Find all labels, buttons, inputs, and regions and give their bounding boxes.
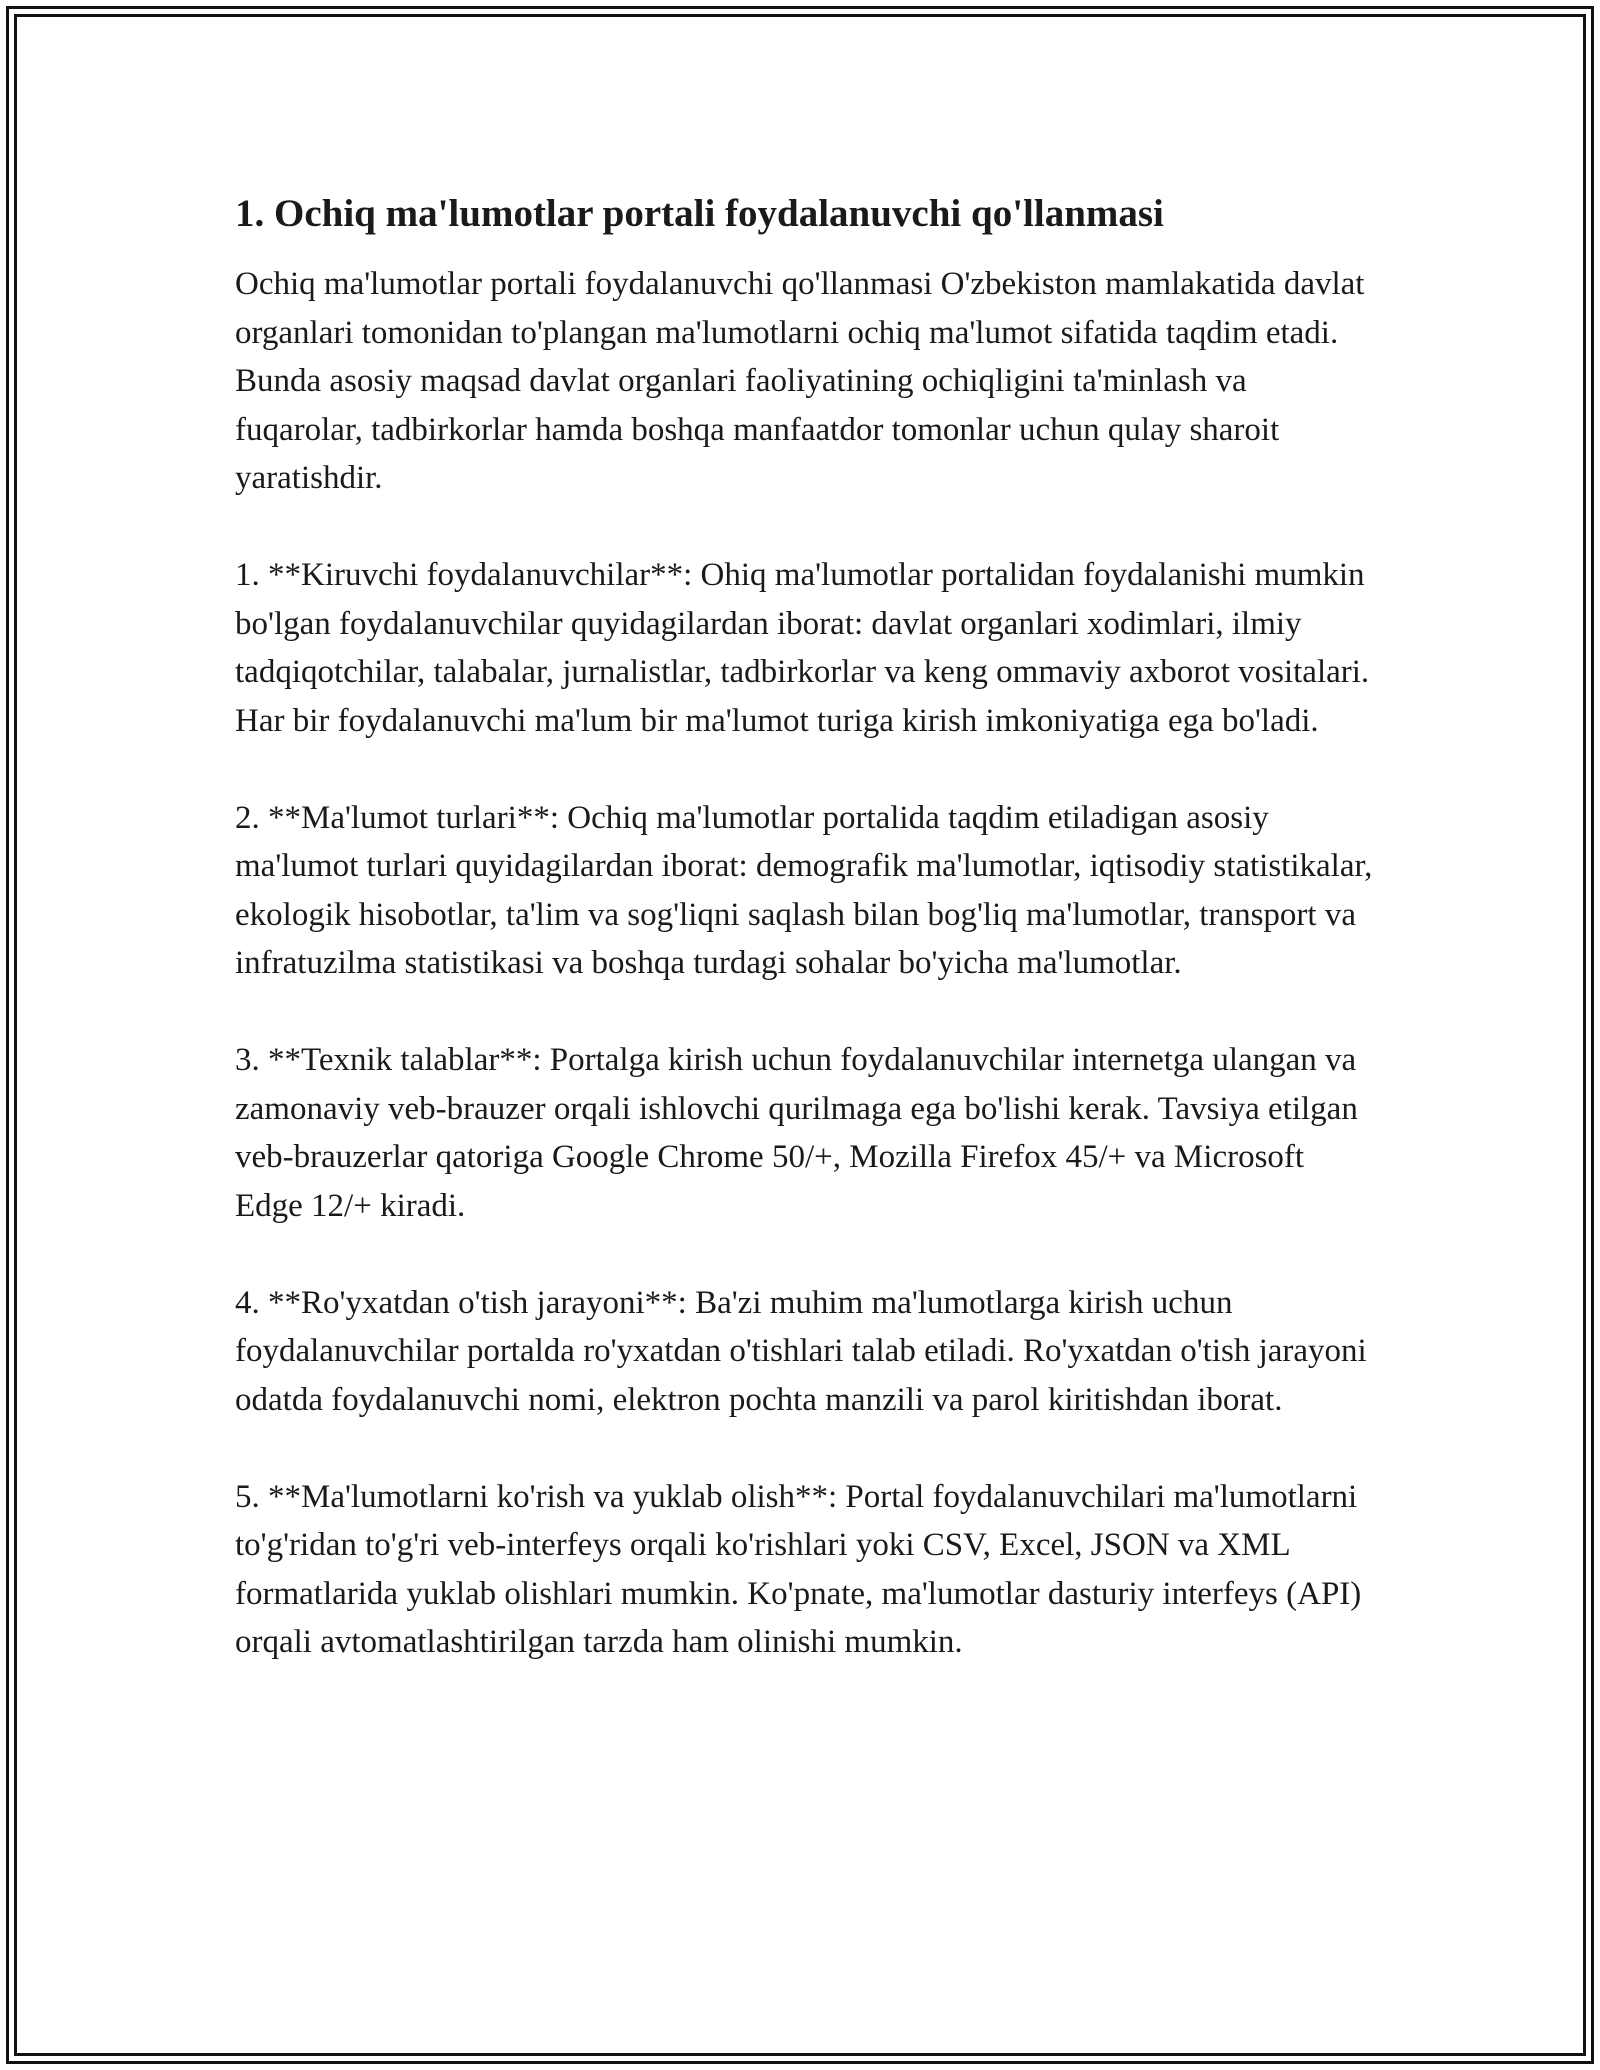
paragraph-data-types: 2. **Ma'lumot turlari**: Ochiq ma'lumotlar portalida taqdim etiladigan asosiy ma'lumot turlari quyidagilardan iborat: demografik ma'lumotlar, iqtisodiy statistikalar, ekologik hisobotlar, ta'lim va sog'liqni saqlash bilan bog'liq ma'lumotlar, transport va infratuzilma statistikasi va boshqa turdagi sohalar bo'yicha ma'lumotlar. — [235, 799, 1373, 981]
paragraph-technical-requirements: 3. **Texnik talablar**: Portalga kirish uchun foydalanuvchilar internetga ulangan va zamonaviy veb-brauzer orqali ishlovchi qurilmaga ega bo'lishi kerak. Tavsiya etilgan veb-brauzerlar qatoriga Google Chrome 50/+, Mozilla Firefox 45/+ va Microsoft Edge 12/+ kiradi. — [235, 1042, 1358, 1224]
paragraph-users: 1. **Kiruvchi foydalanuvchilar**: Ohiq ma'lumotlar portalidan foydalanishi mumkin bo'lgan foydalanuvchilar quyidagilardan iborat: davlat organlari xodimlari, ilmiy tadqiqotchilar, talabalar, jurnalistlar, tadbirkorlar va keng ommaviy axborot vositalari. Har bir foydalanuvchi ma'lum bir ma'lumot turiga kirish imkoniyatiga ega bo'ladi. — [235, 557, 1370, 739]
document-title: 1. Ochiq ma'lumotlar portali foydalanuvchi qo'llanmasi — [235, 192, 1164, 235]
intro-paragraph: Ochiq ma'lumotlar portali foydalanuvchi qo'llanmasi O'zbekiston mamlakatida davlat organlari tomonidan to'plangan ma'lumotlarni ochiq ma'lumot sifatida taqdim etadi. Bunda asosiy maqsad davlat organlari faoliyatining ochiqligini ta'minlash va fuqarolar, tadbirkorlar hamda boshqa manfaatdor tomonlar uchun qulay sharoit yaratishdir. — [235, 266, 1365, 496]
document-body — [235, 188, 1375, 1715]
paragraph-registration: 4. **Ro'yxatdan o'tish jarayoni**: Ba'zi muhim ma'lumotlarga kirish uchun foydalanuvchilar portalda ro'yxatdan o'tishlari talab etiladi. Ro'yxatdan o'tish jarayoni odatda foydalanuvchi nomi, elektron pochta manzili va parol kiritishdan iborat. — [235, 1284, 1367, 1418]
paragraph-view-download: 5. **Ma'lumotlarni ko'rish va yuklab olish**: Portal foydalanuvchilari ma'lumotlarni to'g'ridan to'g'ri veb-interfeys orqali ko'rishlari yoki CSV, Excel, JSON va XML formatlarida yuklab olishlari mumkin. Ko'pnate, ma'lumotlar dasturiy interfeys (API) orqali avtomatlashtirilgan tarzda ham olinishi mumkin. — [235, 1478, 1362, 1660]
